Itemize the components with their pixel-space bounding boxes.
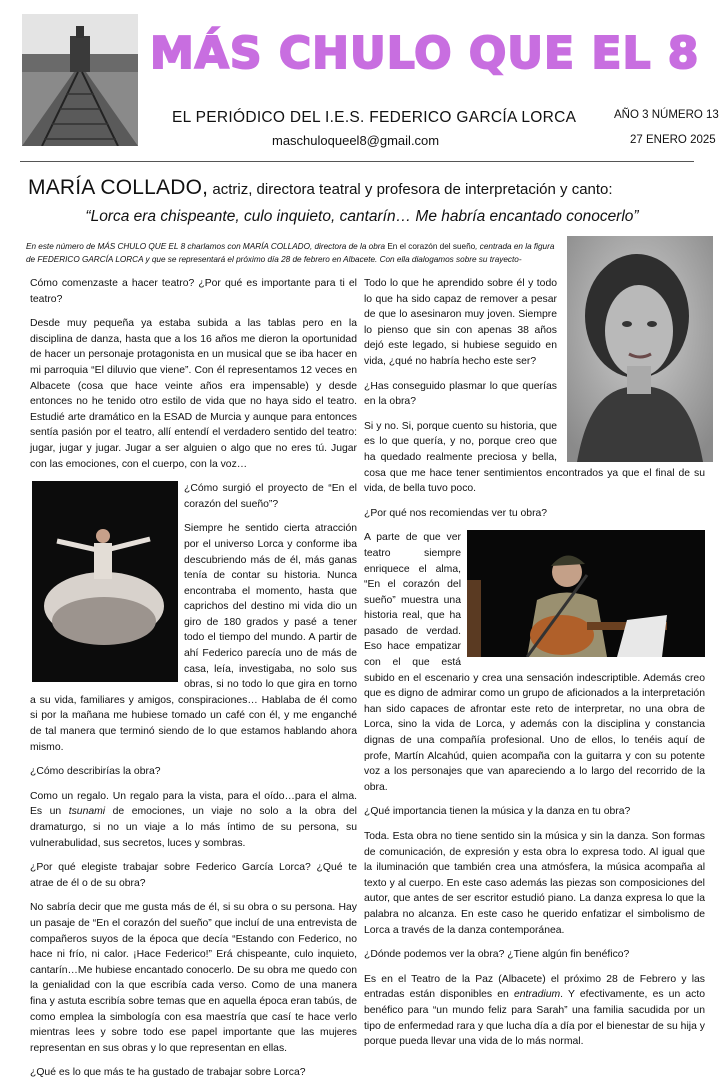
intro-text: , centrada en la figura de FEDERICO GARCÍA LORCA y que se representará el próximo día 28 de febrero en Albacete. Con ella dialogamos sobre su trayecto- [26,242,555,264]
article-headline [28,176,708,200]
headline-name: MARÍA COLLADO, [28,176,209,199]
answer: A parte de que ver teatro siempre enriquece el alma, “En el corazón del sueño” muestra una historia real, que ha pasado de verdad. Eso hace empatizar con el que está subido en el escenario y crea una sensación indescriptible. Además creo que es digno de admirar como un grupo de aficionados a la interpretación han sido capaces de afrontar este reto de interpretar, no una obra de Lorca, sino la vida de Lorca, y además con la disciplina y constancia dignas de una compañía profesional. Uno de ellos, lo tenéis aquí de profe, Martín Alcahúd, quien acompaña con la guitarra y con su potente voz a los personajes que van apareciendo a lo largo del recorrido de la obra. [364,532,705,793]
answer: Toda. Esta obra no tiene sentido sin la música y sin la danza. Son formas de comunicación, de expresión y esta obra lo expresa todo. Al igual que la iluminación que también crea una atmósfera, la música acompaña al texto y al cuerpo. En este caso además las piezas son composiciones del autor, que antes de ser escritor estudió piano. La danza expresa lo que la palabra no alcanza. En este caso he querido enfatizar el simbolismo de Lorca a través de la danza contemporánea. [364,831,705,936]
answer-emphasis: entradium [513,989,561,1001]
question: ¿Dónde podemos ver la obra? ¿Tiene algún fin benéfico? [364,949,630,961]
headline-quote: “Lorca era chispeante, culo inquieto, cantarín… Me habría encantado conocerlo” [85,208,639,225]
answer-text: de emociones, un viaje no solo a la obra del dramaturgo, si no un viaje a lo más íntimo de su persona, su vulnerabulidad, sus secretos, luces y sombras. [30,806,357,849]
contact-email[interactable]: maschuloqueel8@gmail.com [272,133,440,148]
headline-description: actriz, directora teatral y profesora de interpretación y canto: [208,181,613,198]
issue-number: AÑO 3 NÚMERO 13 [614,109,719,121]
answer: Siempre he sentido cierta atracción por el universo Lorca y conforme iba descubriendo más de él, más ganas tenía de contar su historia. Nunca encontraba el momento, hasta que caprichos del destino mi vida dio un giro de 180 grados y pasé a tener todo el tiempo del mundo. A partir de ahí Federico parecía uno de más de casa, leía, investigaba, no solo sus obras, si no todo lo que gira en torno a su vida, familiares y amigos, conspiraciones… Hablaba de él como si por la mañana me hubiese tomado un café con él, y me enganché de tal manera que terminó siendo de lo que estamos hablando ahora mismo. [30,523,357,753]
answer: No sabría decir que me gusta más de él, si su obra o su persona. Hay un pasaje de “En el corazón del sueño” que incluí de una entrevista de compañeros suyos de la época que decía “Estando con Federico, no hace ni frío, ni calor. ¡Hace Federico!” Erá chispeante, culo inquieto, cantarín…Me hubiese encantado conocerlo. De su obra me quedo con la genialidad con la que escribía cada verso. Como de una manera fina y astuta escribía sobre temas que en aquella época eran tabús, de como emplea la simbología con esa maestría que casí te hace verlo mientras lees y sobre todo ese papel importante que las mujeres representan en sus obras y lo que representan en ellas. [30,902,357,1054]
question: ¿Qué es lo que más te ha gustado de trabajar sobre Lorca? [30,1067,306,1079]
question: ¿Por qué nos recomiendas ver tu obra? [364,507,548,519]
intro-play-title: En el corazón del sueño [387,242,476,251]
answer: Desde muy pequeña ya estaba subida a las tablas pero en la disciplina de danza, hasta que a los 16 años me dieron la oportunidad de hacer un personaje protagonista en un musical que se iba hacer en mi parroquia “El diluvio que viene”. Con él representamos 12 veces en Albacete (cosa que hace veinte años era impensable) y desde entonces no he tenido otro estilo de vida que no haya sido el teatro. Estudié arte dramático en la ESAD de Murcia y aunque para entonces sentía pasión por el teatro, allí entendí el verdadero sentido del teatro: jugar, jugar y jugar. Jugar a ser alguien o algo que no eres tú. Jugar con las emociones, con el cuerpo, con la voz… [30,318,357,470]
question: ¿Por qué elegiste trabajar sobre Federico García Lorca? ¿Qué te atrae de él o de su obra? [30,862,357,889]
question: ¿Cómo describirías la obra? [30,766,161,778]
answer [364,972,705,1050]
dance-performance-photo [32,481,178,682]
answer: Si y no. Si, porque cuento su historia, que es lo que quería, y no, porque creo que ha quedado realmente preciosa y bella, cosa que me hace tener sentimientos encontrados ya que el final de su vida, de bella tuvo poco. [364,420,705,495]
article-column-2 [364,276,705,1059]
masthead-railway-photo [22,14,138,146]
question: ¿Cómo surgió el proyecto de “En el corazón del sueño”? [184,483,357,510]
question: Cómo comenzaste a hacer teatro? ¿Por qué es importante para ti el teatro? [30,278,357,305]
article-intro [26,240,564,266]
question: ¿Has conseguido plasmar lo que querías en la obra? [364,380,557,408]
article-column-1 [30,276,357,1090]
question: ¿Qué importancia tienen la música y la danza en tu obra? [364,806,631,818]
newspaper-title: MÁS CHULO QUE EL 8 [150,28,700,79]
answer: Todo lo que he aprendido sobre él y todo lo que ha sido capaz de remover a pesar de que lo asesinaron muy joven. Siempre lo pienso que sin con apenas 38 años dejó este legado, si hubiese seguido en vida, ¿qué no habría hecho este ser? [364,278,557,367]
guitarist-photo [467,530,705,657]
answer [30,789,357,851]
answer-emphasis: tsunami [68,806,106,818]
issue-date: 27 ENERO 2025 [630,134,716,146]
answer-text: . Y efectivamente, es un acto benéfico para “un mundo feliz para Sarah” una familia sacudida por un tipo de enfermedad rara y que lucha día a día por el bienestar de su hija y porque pueda llevar una vida de lo más normal. [364,989,706,1048]
newspaper-subtitle: EL PERIÓDICO DEL I.E.S. FEDERICO GARCÍA LORCA [172,109,577,126]
answer-text: Es en el Teatro de la Paz (Albacete) el próximo 28 de Febrero y las entradas están disponibles en [364,973,705,1001]
portrait-spacer [557,276,705,464]
intro-text: En este número de MÁS CHULO QUE EL 8 charlamos con MARÍA COLLADO, directora de la obra [26,242,388,251]
answer-text: Como un regalo. Un regalo para la vista, para el oído…para el alma. Es un [30,790,357,818]
header-divider [20,161,694,162]
